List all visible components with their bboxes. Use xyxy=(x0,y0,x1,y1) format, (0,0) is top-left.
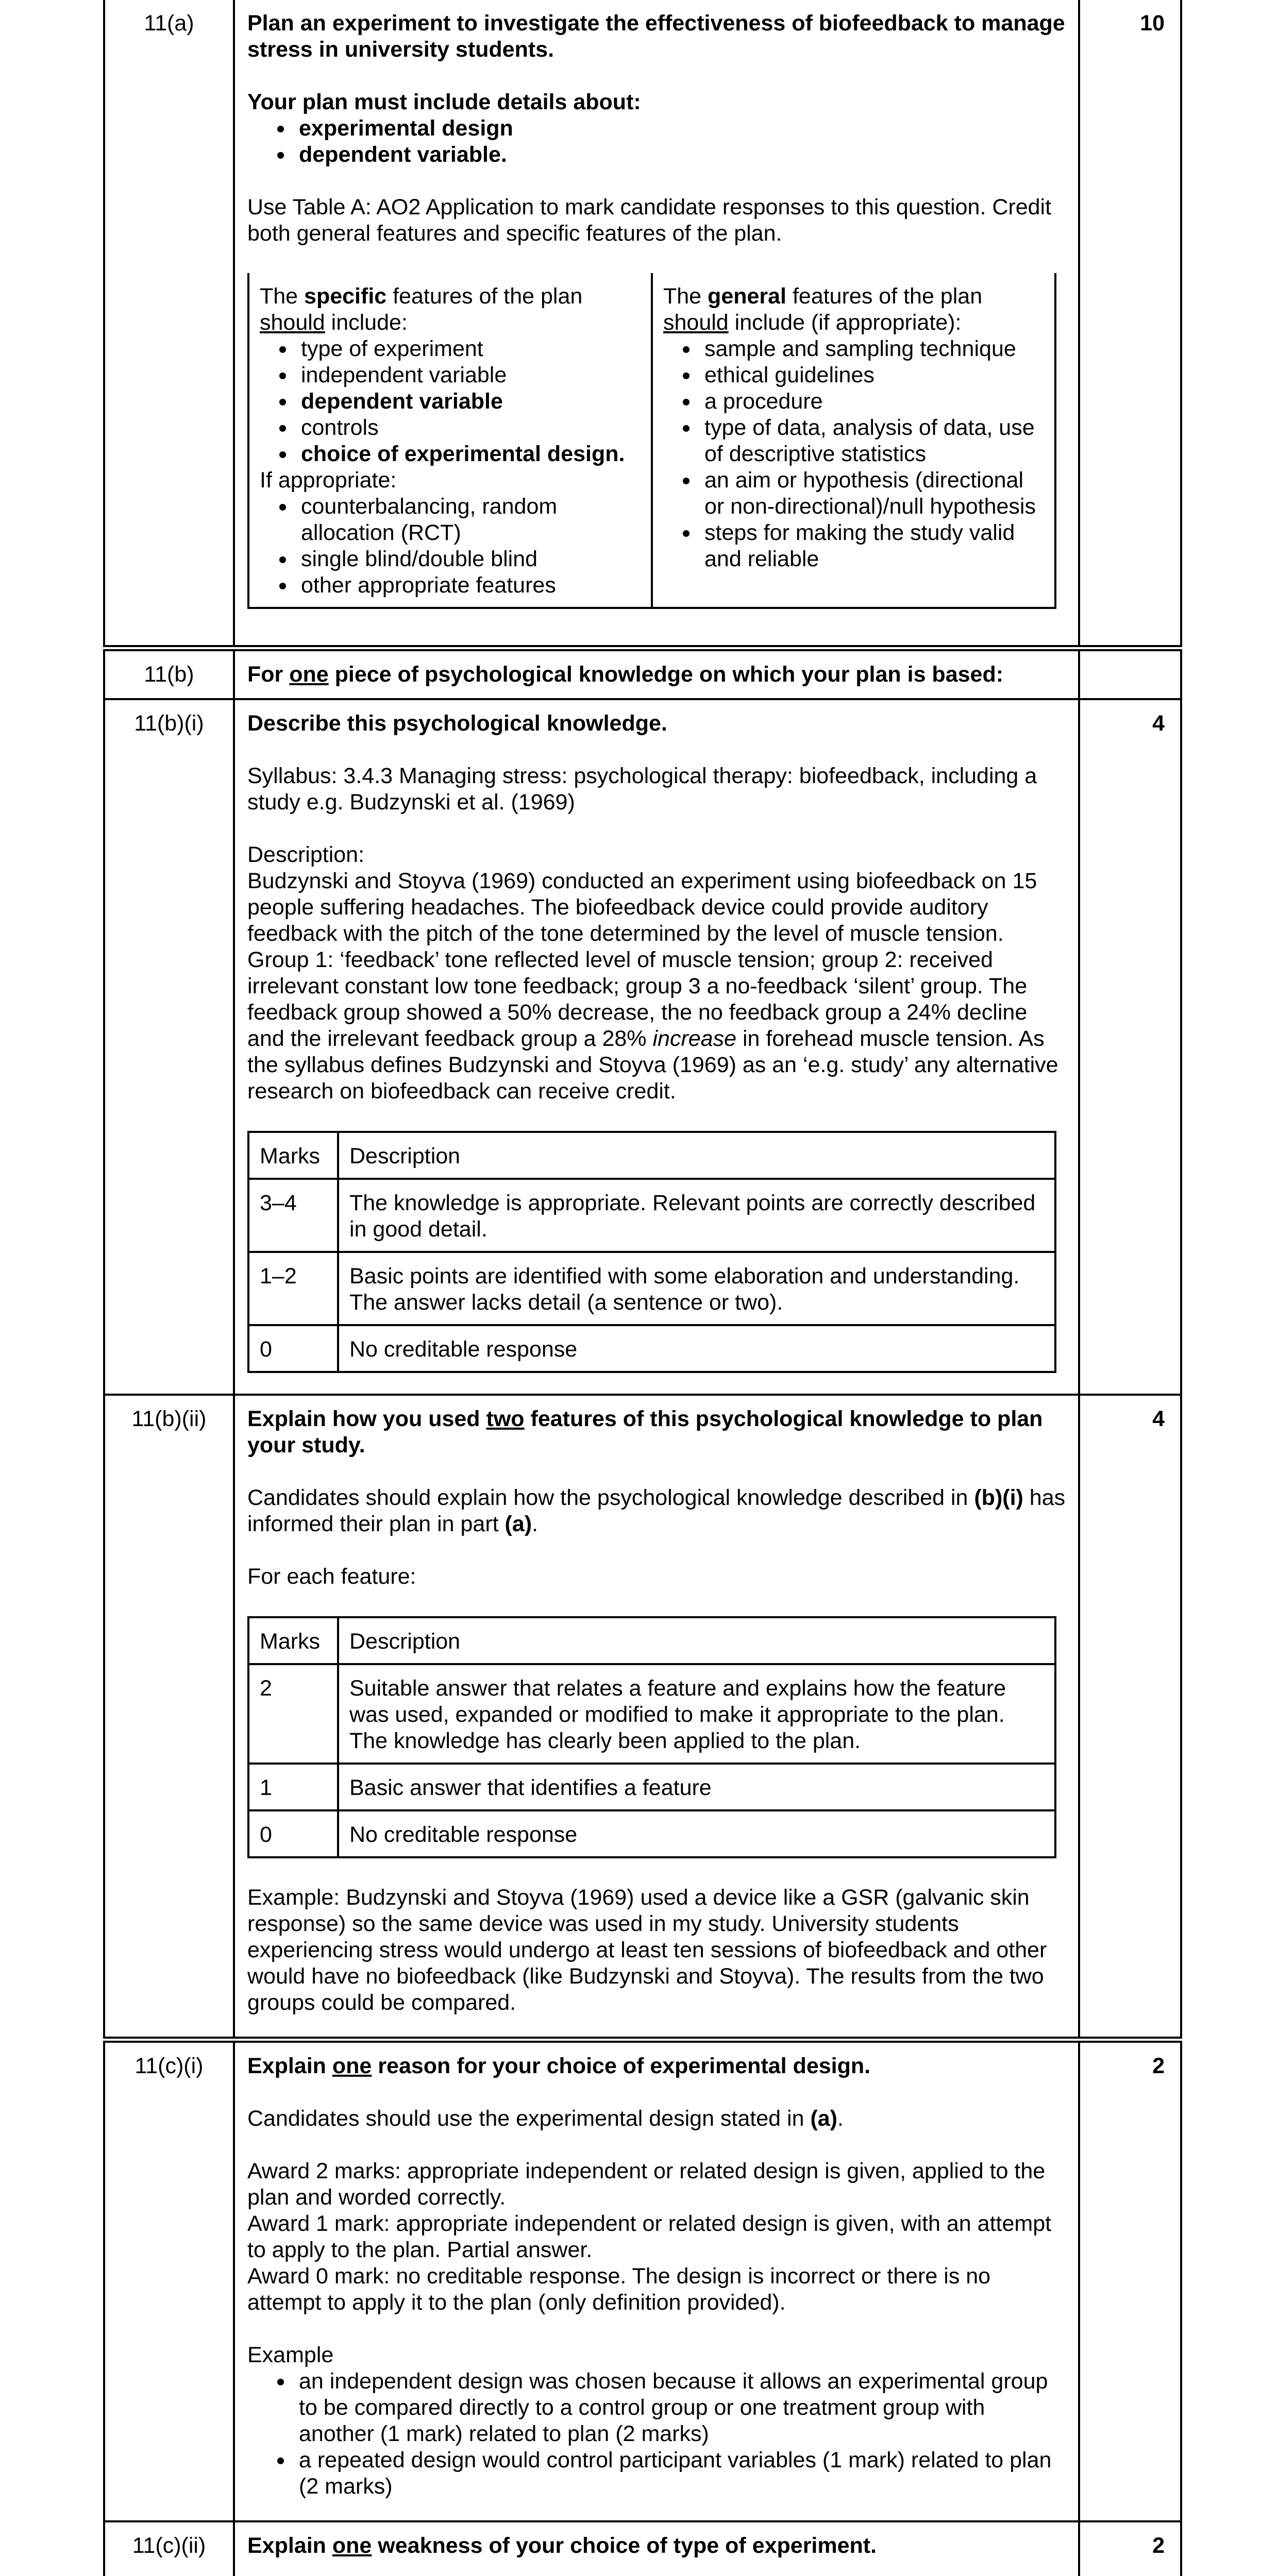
answer-cell xyxy=(234,2040,1079,2521)
question-title: Explain how you used two features of this psychological knowledge to plan your study. xyxy=(247,1406,1043,1458)
table-row xyxy=(248,1132,1055,1179)
specific-list xyxy=(260,336,641,467)
list-item: • controls xyxy=(296,415,641,441)
award-0-text: Award 0 mark: no creditable response. The design is incorrect or there is no attempt to apply it to the plan (only definition provided). xyxy=(247,2264,991,2315)
list-item: • experimental design xyxy=(294,115,1066,142)
syllabus-text: Syllabus: 3.4.3 Managing stress: psychological therapy: biofeedback, including a study e.g. Budzynski et al. (1969) xyxy=(247,764,1037,815)
award-1-text: Award 1 mark: appropriate independent or related design is given, with an attempt to apply to the plan. Partial answer. xyxy=(247,2211,1052,2262)
marks-value: 10 xyxy=(1079,0,1181,648)
table-cell: 0 xyxy=(248,1325,338,1372)
award-2-text: Award 2 marks: appropriate independent or related design is given, applied to the plan and worded correctly. xyxy=(247,2159,1046,2210)
table-row xyxy=(248,1664,1055,1764)
question-row-11ci xyxy=(104,2040,1181,2521)
table-cell: 0 xyxy=(248,1810,338,1857)
table-row xyxy=(248,1810,1055,1857)
list-item: • independent variable xyxy=(296,362,641,388)
list-item: • choice of experimental design. xyxy=(296,441,641,467)
table-cell: No creditable response xyxy=(338,1325,1055,1372)
table-row xyxy=(248,1252,1055,1325)
marks-value: 2 xyxy=(1079,2521,1181,2576)
table-cell: The knowledge is appropriate. Relevant points are correctly described in good detail. xyxy=(338,1179,1055,1252)
list-item: • other appropriate features xyxy=(296,572,641,599)
list-item: • steps for making the study valid and reliable xyxy=(699,520,1044,572)
answer-cell xyxy=(234,699,1079,1395)
list-item: • an independent design was chosen because it allows an experimental group to be compared directly to a control group or one treatment group with another (1 mark) related to plan (2 marks) xyxy=(294,2368,1066,2447)
general-list xyxy=(663,336,1044,572)
list-item: • ethical guidelines xyxy=(699,362,1044,388)
question-row-11b xyxy=(104,648,1181,699)
marks-value: 4 xyxy=(1079,1395,1181,2040)
question-number: 11(b) xyxy=(104,648,234,699)
table-header-cell: Marks xyxy=(248,1132,338,1179)
guidance-text: Candidates should use the experimental design stated in (a). xyxy=(247,2106,844,2131)
marks-value: 2 xyxy=(1079,2040,1181,2521)
question-number: 11(c)(ii) xyxy=(104,2521,234,2576)
table-cell: 3–4 xyxy=(248,1179,338,1252)
question-row-11bii xyxy=(104,1395,1181,2040)
marks-table xyxy=(247,1131,1056,1373)
example-text: Example: Budzynski and Stoyva (1969) used a device like a GSR (galvanic skin response) so the same device was used in my study. University students experiencing stress would undergo at least ten sessions of biofeedback and other would have no biofeedback (like Budzynski and Stoyva). The results from the two groups could be compared. xyxy=(247,1885,1047,2015)
list-item: • an aim or hypothesis (directional or non-directional)/null hypothesis xyxy=(699,467,1044,520)
question-title: Explain one weakness of your choice of type of experiment. xyxy=(247,2533,877,2558)
include-list xyxy=(247,115,1066,168)
table-row xyxy=(248,1764,1055,1810)
table-cell: Suitable answer that relates a feature and explains how the feature was used, expanded or modified to make it appropriate to the plan. The knowledge has clearly been applied to the plan. xyxy=(338,1664,1055,1764)
specific-heading: The specific features of the plan should include: xyxy=(260,284,583,335)
features-table xyxy=(247,273,1056,609)
table-row xyxy=(248,1617,1055,1664)
for-each-label: For each feature: xyxy=(247,1564,416,1589)
list-item: • a procedure xyxy=(699,388,1044,415)
mark-scheme-table xyxy=(103,0,1182,2576)
question-title: Plan an experiment to investigate the effectiveness of biofeedback to manage stress in university students. xyxy=(247,11,1065,62)
table-header-cell: Description xyxy=(338,1617,1055,1664)
answer-cell xyxy=(234,1395,1079,2040)
list-item: • type of experiment xyxy=(296,336,641,362)
list-item: • dependent variable xyxy=(296,388,641,415)
specific-features-cell xyxy=(248,273,652,608)
question-row-11bi xyxy=(104,699,1181,1395)
question-title: Describe this psychological knowledge. xyxy=(247,711,667,736)
question-title: Explain one reason for your choice of experimental design. xyxy=(247,2054,871,2078)
table-cell: 2 xyxy=(248,1664,338,1764)
guidance-text: Candidates should explain how the psychological knowledge described in (b)(i) has informed their plan in part (a). xyxy=(247,1485,1066,1536)
marks-table xyxy=(247,1616,1056,1858)
question-number: 11(b)(ii) xyxy=(104,1395,234,2040)
answer-cell xyxy=(234,2521,1079,2576)
answer-cell xyxy=(234,0,1079,648)
table-cell: Basic answer that identifies a feature xyxy=(338,1764,1055,1810)
list-item: • counterbalancing, random allocation (RCT) xyxy=(296,494,641,546)
include-heading: Your plan must include details about: xyxy=(247,90,641,114)
question-number: 11(a) xyxy=(104,0,234,648)
list-item: • dependent variable. xyxy=(294,142,1066,168)
marks-value: 4 xyxy=(1079,699,1181,1395)
question-number: 11(b)(i) xyxy=(104,699,234,1395)
example-label: Example xyxy=(247,2343,334,2367)
marks-value xyxy=(1079,648,1181,699)
table-cell: No creditable response xyxy=(338,1810,1055,1857)
table-row xyxy=(248,1325,1055,1372)
general-heading: The general features of the plan should include (if appropriate): xyxy=(663,284,983,335)
specific-extra-list xyxy=(260,494,641,599)
if-appropriate-label: If appropriate: xyxy=(260,468,397,493)
list-item: • sample and sampling technique xyxy=(699,336,1044,362)
description-text: Budzynski and Stoyva (1969) conducted an experiment using biofeedback on 15 people suffering headaches. The biofeedback device could provide auditory feedback with the pitch of the tone determined by the level of muscle tension. Group 1: ‘feedback’ tone reflected level of muscle tension; group 2: received irrelevant constant low tone feedback; group 3 a no-feedback ‘silent’ group. The feedback group showed a 50% decrease, the no feedback group a 24% decline and the irrelevant feedback group a 28% increase in forehead muscle tension. As the syllabus defines Budzynski and Stoyva (1969) as an ‘e.g. study’ any alternative research on biofeedback can receive credit. xyxy=(247,869,1058,1104)
example-list xyxy=(247,2368,1066,2500)
question-row-11cii xyxy=(104,2521,1181,2576)
question-number: 11(c)(i) xyxy=(104,2040,234,2521)
table-cell: Basic points are identified with some elaboration and understanding. The answer lacks detail (a sentence or two). xyxy=(338,1252,1055,1325)
list-item: • single blind/double blind xyxy=(296,546,641,572)
list-item: • a repeated design would control participant variables (1 mark) related to plan (2 marks) xyxy=(294,2447,1066,2500)
table-cell: 1–2 xyxy=(248,1252,338,1325)
question-title: For one piece of psychological knowledge on which your plan is based: xyxy=(234,648,1079,699)
instruction-text: Use Table A: AO2 Application to mark candidate responses to this question. Credit both general features and specific features of the plan. xyxy=(247,195,1052,246)
question-row-11a xyxy=(104,0,1181,648)
table-cell: 1 xyxy=(248,1764,338,1810)
list-item: • type of data, analysis of data, use of descriptive statistics xyxy=(699,415,1044,467)
general-features-cell xyxy=(652,273,1055,608)
table-header-cell: Description xyxy=(338,1132,1055,1179)
table-row xyxy=(248,1179,1055,1252)
description-label: Description: xyxy=(247,842,365,867)
table-header-cell: Marks xyxy=(248,1617,338,1664)
